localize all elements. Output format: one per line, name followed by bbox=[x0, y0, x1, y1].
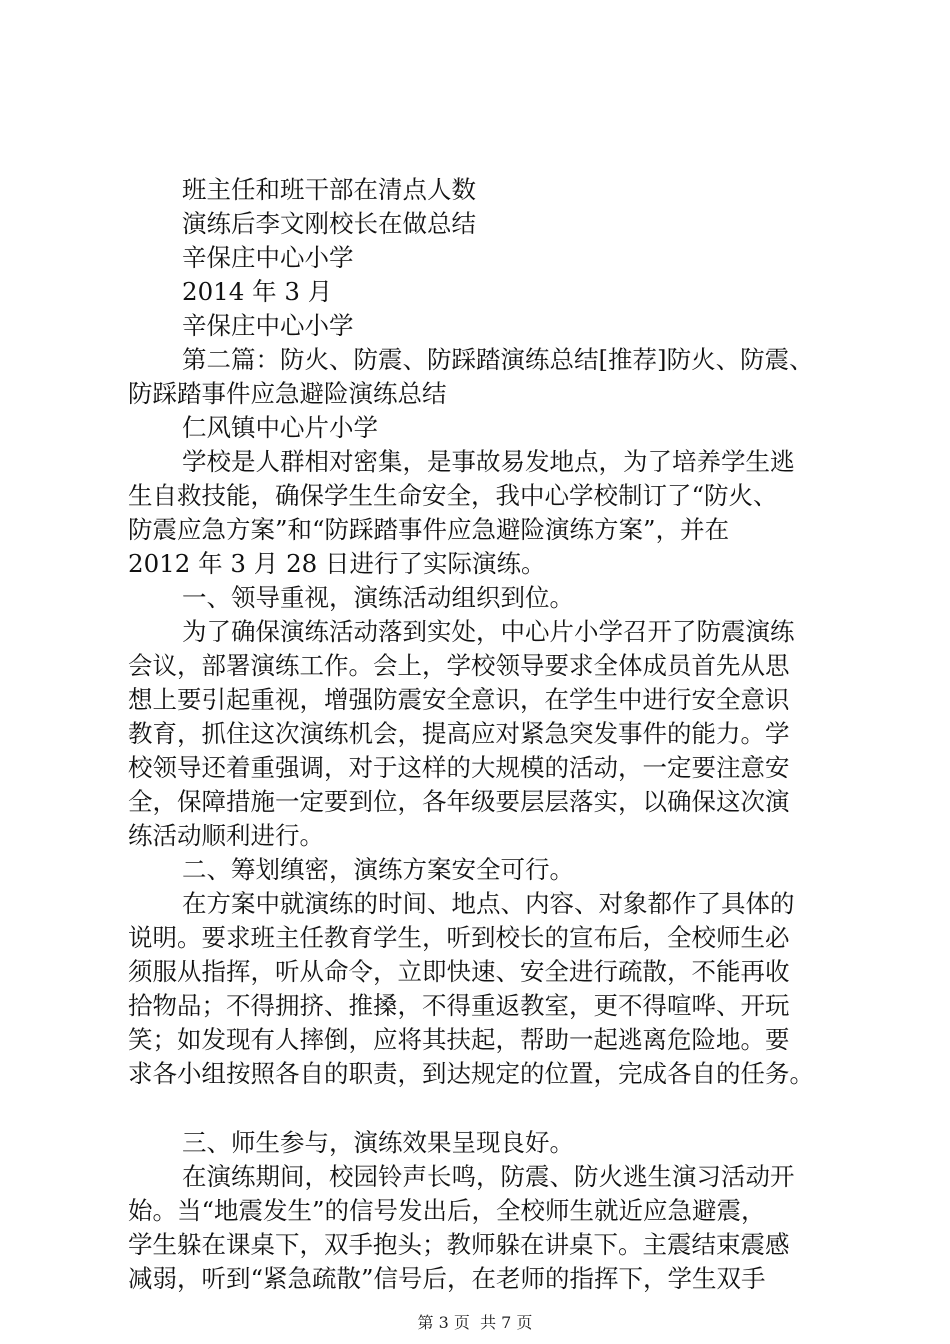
date-line: 2014 年 3 月 bbox=[182, 277, 333, 306]
paragraph-line: 求各小组按照各自的职责，到达规定的位置，完成各自的任务。 bbox=[128, 1059, 814, 1088]
paragraph-line: 2012 年 3 月 28 日进行了实际演练。 bbox=[128, 549, 546, 578]
paragraph-line: 在方案中就演练的时间、地点、内容、对象都作了具体的 bbox=[182, 889, 795, 918]
school-name-line: 辛保庄中心小学 bbox=[182, 311, 354, 340]
paragraph-line: 教育，抓住这次演练机会，提高应对紧急突发事件的能力。学 bbox=[128, 719, 790, 748]
paragraph-line: 拾物品；不得拥挤、推搡，不得重返教室，更不得喧哗、开玩 bbox=[128, 991, 790, 1020]
paragraph-line: 全，保障措施一定要到位，各年级要层层落实，以确保这次演 bbox=[128, 787, 790, 816]
paragraph-line: 学生躲在课桌下，双手抱头；教师躲在讲桌下。主震结束震感 bbox=[128, 1230, 790, 1259]
caption-line: 演练后李文刚校长在做总结 bbox=[182, 209, 476, 238]
heading-line: 一、领导重视，演练活动组织到位。 bbox=[182, 583, 574, 612]
paragraph-line: 减弱，听到“紧急疏散”信号后，在老师的指挥下，学生双手 bbox=[128, 1264, 766, 1293]
paragraph-line: 防震应急方案”和“防踩踏事件应急避险演练方案”，并在 bbox=[128, 515, 730, 544]
school-name-line: 仁风镇中心片小学 bbox=[182, 413, 378, 442]
paragraph-line: 练活动顺利进行。 bbox=[128, 821, 324, 850]
section-title-line: 第二篇：防火、防震、防踩踏演练总结[推荐]防火、防震、 bbox=[182, 345, 814, 374]
caption-line: 班主任和班干部在清点人数 bbox=[182, 175, 476, 204]
paragraph-line: 须服从指挥，听从命令，立即快速、安全进行疏散，不能再收 bbox=[128, 957, 790, 986]
paragraph-line: 校领导还着重强调，对于这样的大规模的活动，一定要注意安 bbox=[128, 753, 790, 782]
paragraph-line: 在演练期间，校园铃声长鸣，防震、防火逃生演习活动开 bbox=[182, 1162, 795, 1191]
page-number-footer: 第 3 页 共 7 页 bbox=[417, 1313, 533, 1332]
heading-line: 三、师生参与，演练效果呈现良好。 bbox=[182, 1128, 574, 1157]
paragraph-line: 学校是人群相对密集，是事故易发地点，为了培养学生逃 bbox=[182, 447, 795, 476]
paragraph-line: 始。当“地震发生”的信号发出后，全校师生就近应急避震， bbox=[128, 1196, 766, 1225]
heading-line: 二、筹划缜密，演练方案安全可行。 bbox=[182, 855, 574, 884]
paragraph-line: 说明。要求班主任教育学生，听到校长的宣布后，全校师生必 bbox=[128, 923, 790, 952]
section-title-line: 防踩踏事件应急避险演练总结 bbox=[128, 379, 447, 408]
paragraph-line: 生自救技能，确保学生生命安全，我中心学校制订了“防火、 bbox=[128, 481, 778, 510]
school-name-line: 辛保庄中心小学 bbox=[182, 243, 354, 272]
paragraph-line: 会议，部署演练工作。会上，学校领导要求全体成员首先从思 bbox=[128, 651, 790, 680]
paragraph-line: 笑；如发现有人摔倒，应将其扶起，帮助一起逃离危险地。要 bbox=[128, 1025, 790, 1054]
paragraph-line: 想上要引起重视，增强防震安全意识，在学生中进行安全意识 bbox=[128, 685, 790, 714]
paragraph-line: 为了确保演练活动落到实处，中心片小学召开了防震演练 bbox=[182, 617, 795, 646]
